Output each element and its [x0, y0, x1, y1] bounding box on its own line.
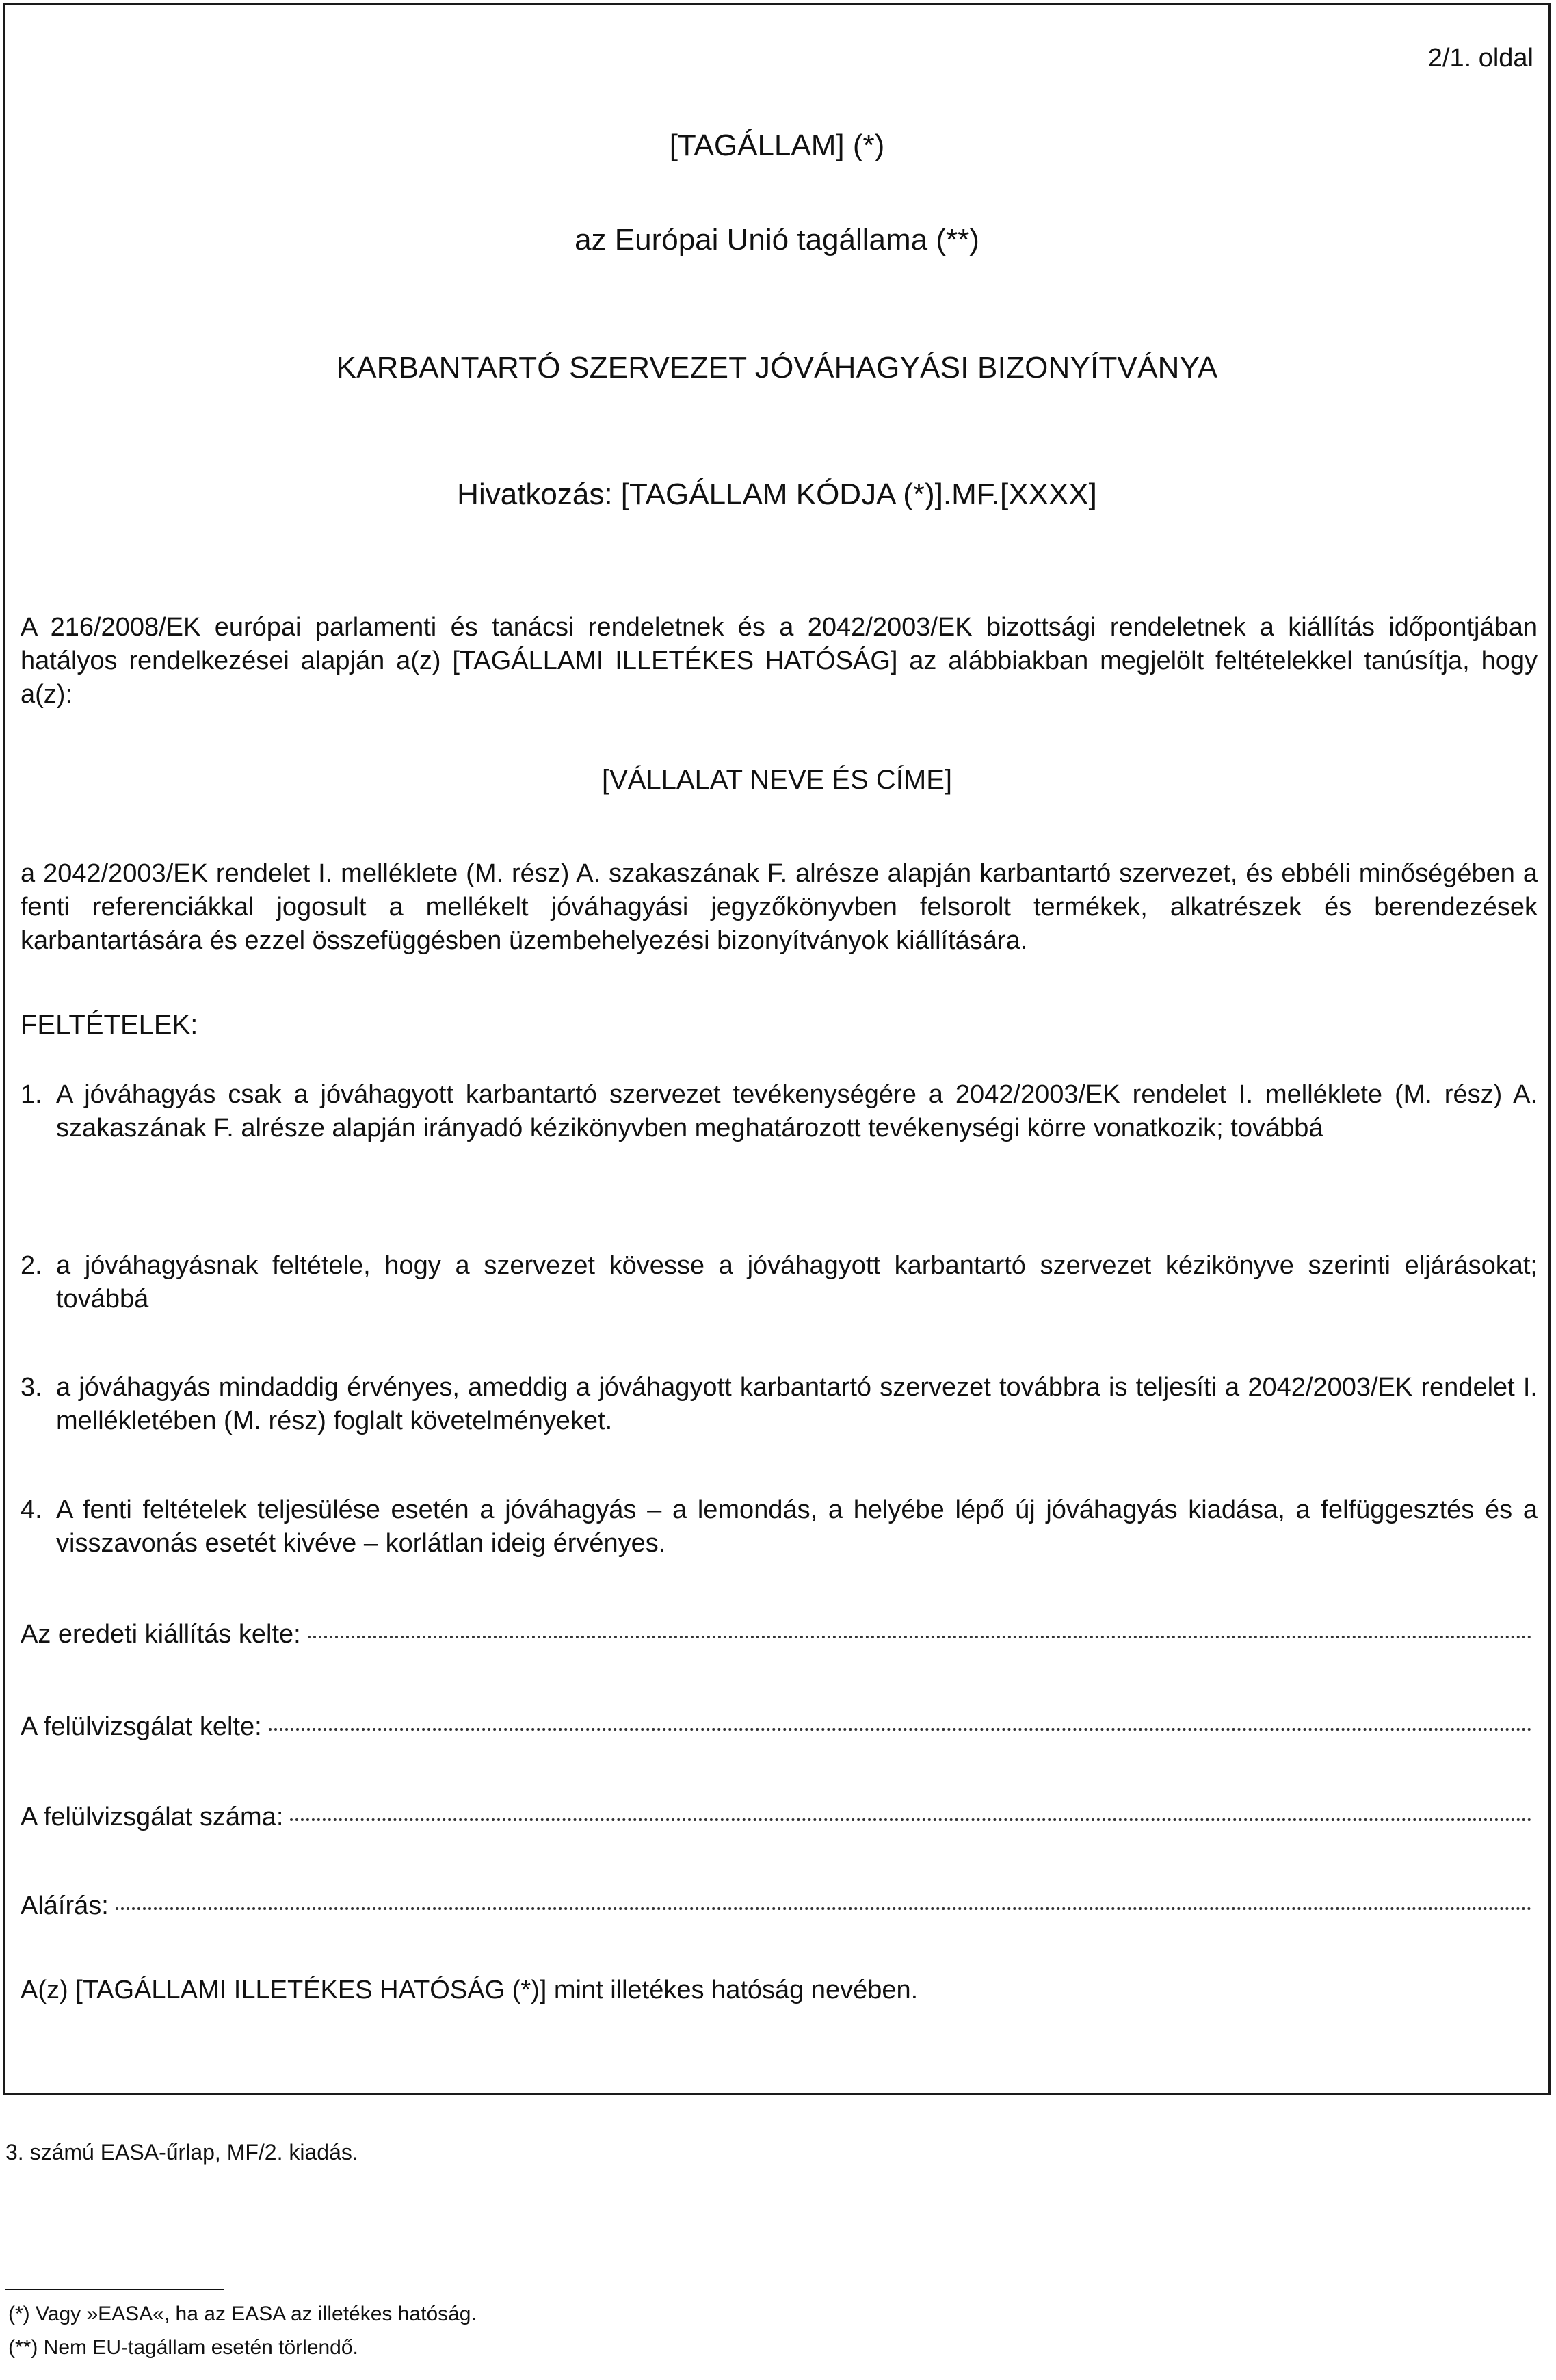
footnote: (*) Vagy »EASA«, ha az EASA az illetékes hatóság.	[8, 2303, 477, 2325]
condition-text: A jóváhagyás csak a jóváhagyott karbantartó szervezet tevékenységére a 2042/2003/EK rendelet I. melléklete (M. rész) A. szakaszának F. alrésze alapján irányadó kézikönyvben meghatározott tevékenységi körre vonatkozik; továbbá	[56, 1080, 1538, 1142]
certificate-title: KARBANTARTÓ SZERVEZET JÓVÁHAGYÁSI BIZONYÍTVÁNYA	[336, 351, 1218, 384]
eu-member-heading: az Európai Unió tagállama (**)	[575, 223, 979, 257]
condition-item	[21, 1249, 1538, 1316]
revision-number-field[interactable]	[21, 1803, 1532, 1832]
condition-item	[21, 1371, 1538, 1438]
condition-number: 2.	[21, 1251, 42, 1280]
condition-item	[21, 1078, 1538, 1145]
authority-statement: A(z) [TAGÁLLAMI ILLETÉKES HATÓSÁG (*)] mint illetékes hatóság nevében.	[21, 1976, 919, 2004]
original-issue-date-label: Az eredeti kiállítás kelte:	[21, 1620, 301, 1649]
footnote-divider	[5, 2289, 224, 2290]
certificate-frame	[3, 3, 1551, 2095]
condition-text: a jóváhagyásnak feltétele, hogy a szervezet kövesse a jóváhagyott karbantartó szervezet kézikönyve szerinti eljárásokat; továbbá	[56, 1251, 1538, 1313]
original-issue-date-line[interactable]	[308, 1636, 1532, 1638]
signature-line[interactable]	[116, 1907, 1532, 1910]
original-issue-date-field[interactable]	[21, 1620, 1532, 1649]
condition-number: 1.	[21, 1080, 42, 1109]
revision-date-field[interactable]	[21, 1712, 1532, 1742]
condition-number: 3.	[21, 1373, 42, 1402]
intro-paragraph: A 216/2008/EK európai parlamenti és tanácsi rendeletnek és a 2042/2003/EK bizottsági rendeletnek a kiállítás időpontjában hatályos rendelkezései alapján a(z) [TAGÁLLAMI ILLETÉKES HATÓSÁG] az alábbiakban megjelölt feltételekkel tanúsítja, hogy a(z):	[21, 613, 1538, 709]
condition-number: 4.	[21, 1495, 42, 1524]
company-name-address: [VÁLLALAT NEVE ÉS CÍME]	[601, 765, 953, 795]
condition-text: a jóváhagyás mindaddig érvényes, ameddig a jóváhagyott karbantartó szervezet továbbra is teljesíti a 2042/2003/EK rendelet I. mellékletében (M. rész) foglalt követelményeket.	[56, 1373, 1538, 1435]
scope-paragraph: a 2042/2003/EK rendelet I. melléklete (M. rész) A. szakaszának F. alrésze alapján karbantartó szervezet, és ebbéli minőségében a fenti referenciákkal jogosult a mellékelt jóváhagyási jegyzőkönyvben felsorolt termékek, alkatrészek és berendezések karbantartására és ezzel összefüggésben üzembehelyezési bizonyítványok kiállítására.	[21, 859, 1538, 955]
footnote: (**) Nem EU-tagállam esetén törlendő.	[8, 2336, 358, 2359]
reference-number: Hivatkozás: [TAGÁLLAM KÓDJA (*)].MF.[XXXX]	[457, 478, 1097, 511]
revision-date-label: A felülvizsgálat kelte:	[21, 1712, 262, 1741]
revision-date-line[interactable]	[269, 1728, 1532, 1731]
signature-field[interactable]	[21, 1892, 1532, 1921]
condition-text: A fenti feltételek teljesülése esetén a jóváhagyás – a lemondás, a helyébe lépő új jóváhagyás kiadása, a felfüggesztés és a visszavonás esetét kivéve – korlátlan ideig érvényes.	[56, 1495, 1538, 1558]
member-state-heading: [TAGÁLLAM] (*)	[669, 129, 885, 162]
condition-item	[21, 1493, 1538, 1560]
revision-number-label: A felülvizsgálat száma:	[21, 1803, 284, 1831]
revision-number-line[interactable]	[290, 1818, 1532, 1821]
signature-label: Aláírás:	[21, 1892, 109, 1920]
form-identifier: 3. számú EASA-űrlap, MF/2. kiadás.	[5, 2140, 358, 2165]
conditions-label: FELTÉTELEK:	[21, 1010, 198, 1040]
page-number: 2/1. oldal	[1427, 44, 1533, 73]
